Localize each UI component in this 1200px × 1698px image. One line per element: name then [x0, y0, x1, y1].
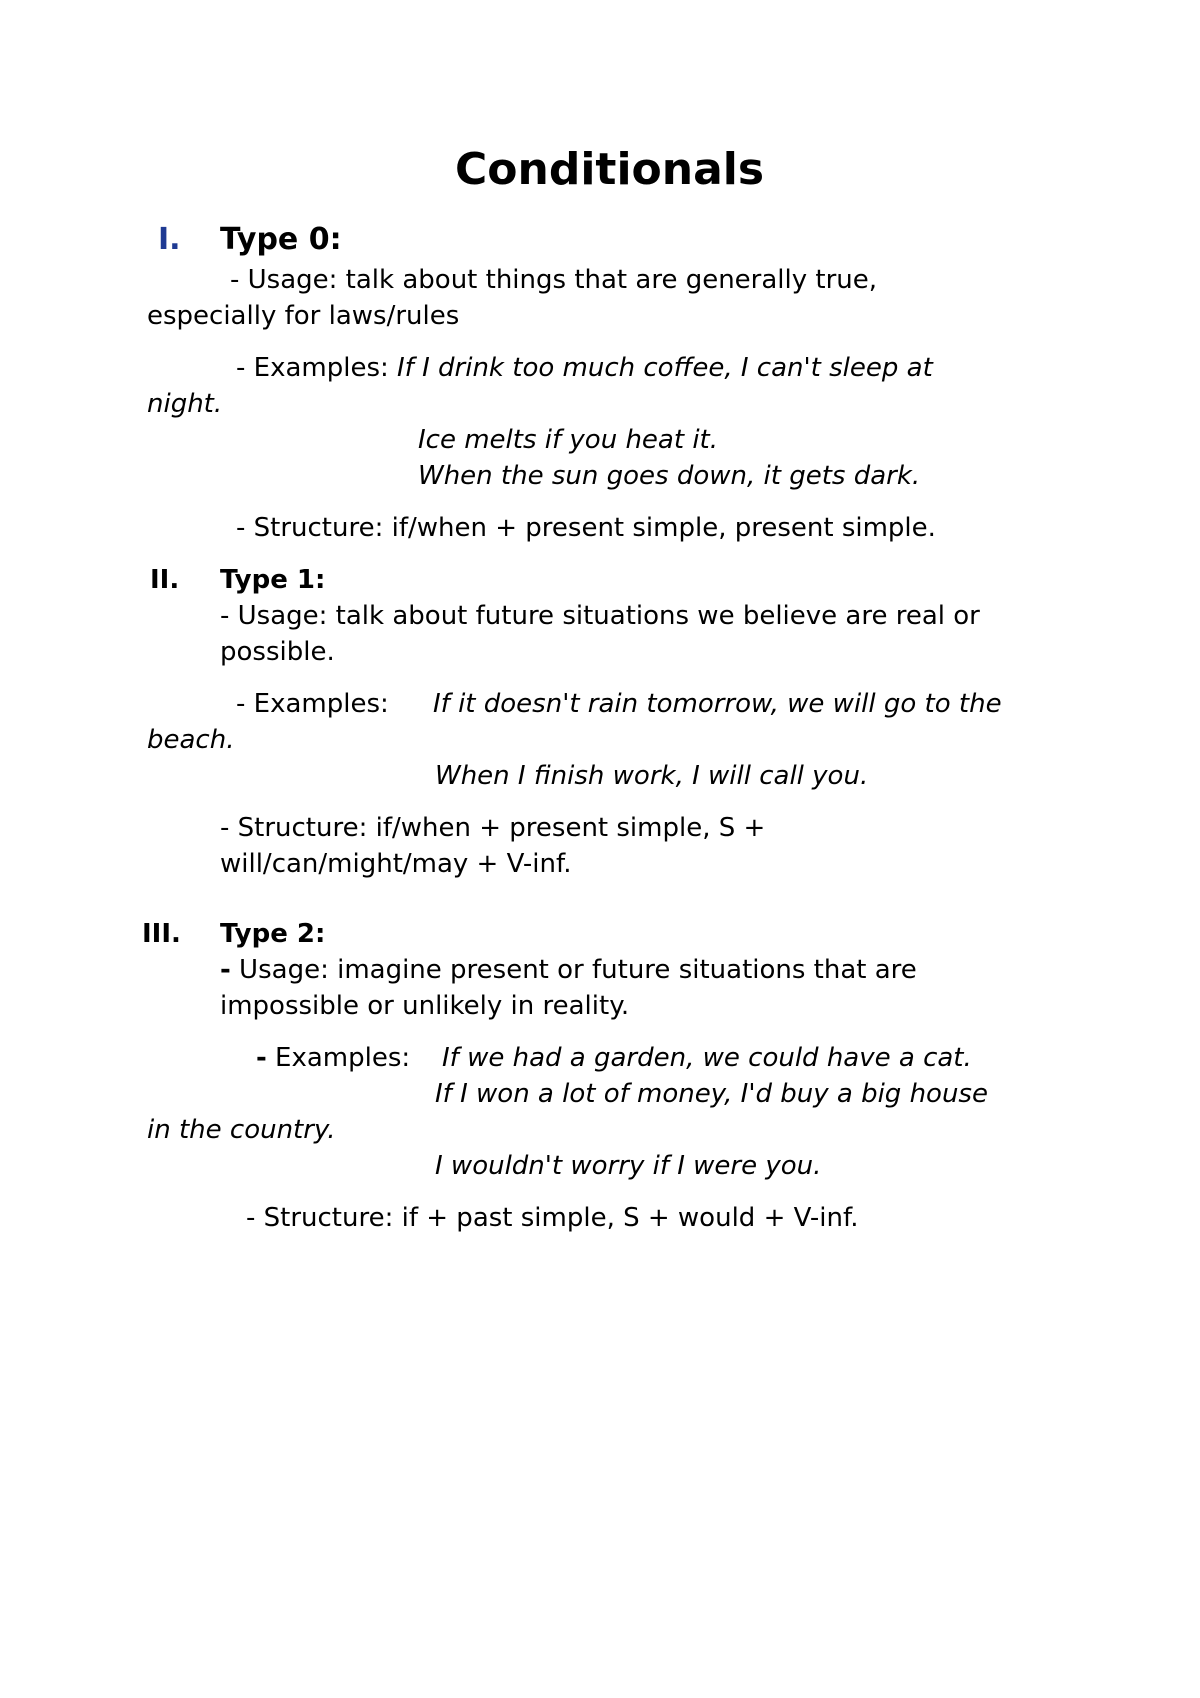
section-2-heading: Type 1:	[220, 565, 326, 595]
section-1-example-1: If I drink too much coffee, I can't sleep at	[397, 353, 933, 383]
section-1-structure: - Structure: if/when + present simple, present simple.	[236, 513, 936, 543]
section-2-numeral: II.	[150, 565, 180, 595]
section-1-example-3: When the sun goes down, it gets dark.	[418, 461, 921, 491]
section-1-usage-line1: - Usage: talk about things that are generally true,	[230, 265, 878, 295]
section-1-heading: Type 0:	[220, 222, 342, 257]
section-2-example-1-cont: beach.	[147, 725, 235, 755]
section-3-examples-label	[256, 1040, 410, 1076]
section-2-usage-line2: possible.	[220, 637, 335, 667]
section-1-numeral: I.	[158, 222, 181, 257]
section-3-usage-dash: -	[220, 955, 231, 985]
section-2-structure-line2: will/can/might/may + V-inf.	[220, 849, 572, 879]
section-3-usage-line1	[220, 952, 917, 988]
section-2-usage-line1: - Usage: talk about future situations we believe are real or	[220, 601, 980, 631]
section-2-examples-label: - Examples:	[236, 689, 389, 719]
section-3-example-3: I wouldn't worry if I were you.	[435, 1151, 822, 1181]
section-3-numeral: III.	[142, 919, 181, 949]
section-3-example-2-cont: in the country.	[147, 1115, 336, 1145]
section-3-usage-text: Usage: imagine present or future situations that are	[230, 955, 917, 985]
section-3-usage-line2: impossible or unlikely in reality.	[220, 991, 630, 1021]
section-3-example-1: If we had a garden, we could have a cat.	[442, 1043, 972, 1073]
section-3-examples-dash: -	[256, 1043, 267, 1073]
section-1-example-1-cont: night.	[147, 389, 223, 419]
section-1-usage-line2: especially for laws/rules	[147, 301, 460, 331]
section-3-heading: Type 2:	[220, 919, 326, 949]
section-2-example-2: When I finish work, I will call you.	[435, 761, 869, 791]
section-3-example-2: If I won a lot of money, I'd buy a big house	[435, 1079, 988, 1109]
section-1-example-2: Ice melts if you heat it.	[418, 425, 719, 455]
section-1-examples-label: - Examples:	[236, 353, 398, 383]
section-2-structure-line1: - Structure: if/when + present simple, S +	[220, 813, 766, 843]
section-2-example-1: If it doesn't rain tomorrow, we will go to the	[433, 689, 1002, 719]
section-1-examples	[236, 350, 933, 386]
page-title: Conditionals	[455, 144, 765, 195]
section-3-examples-text: Examples:	[266, 1043, 411, 1073]
section-3-structure: - Structure: if + past simple, S + would + V-inf.	[246, 1203, 859, 1233]
